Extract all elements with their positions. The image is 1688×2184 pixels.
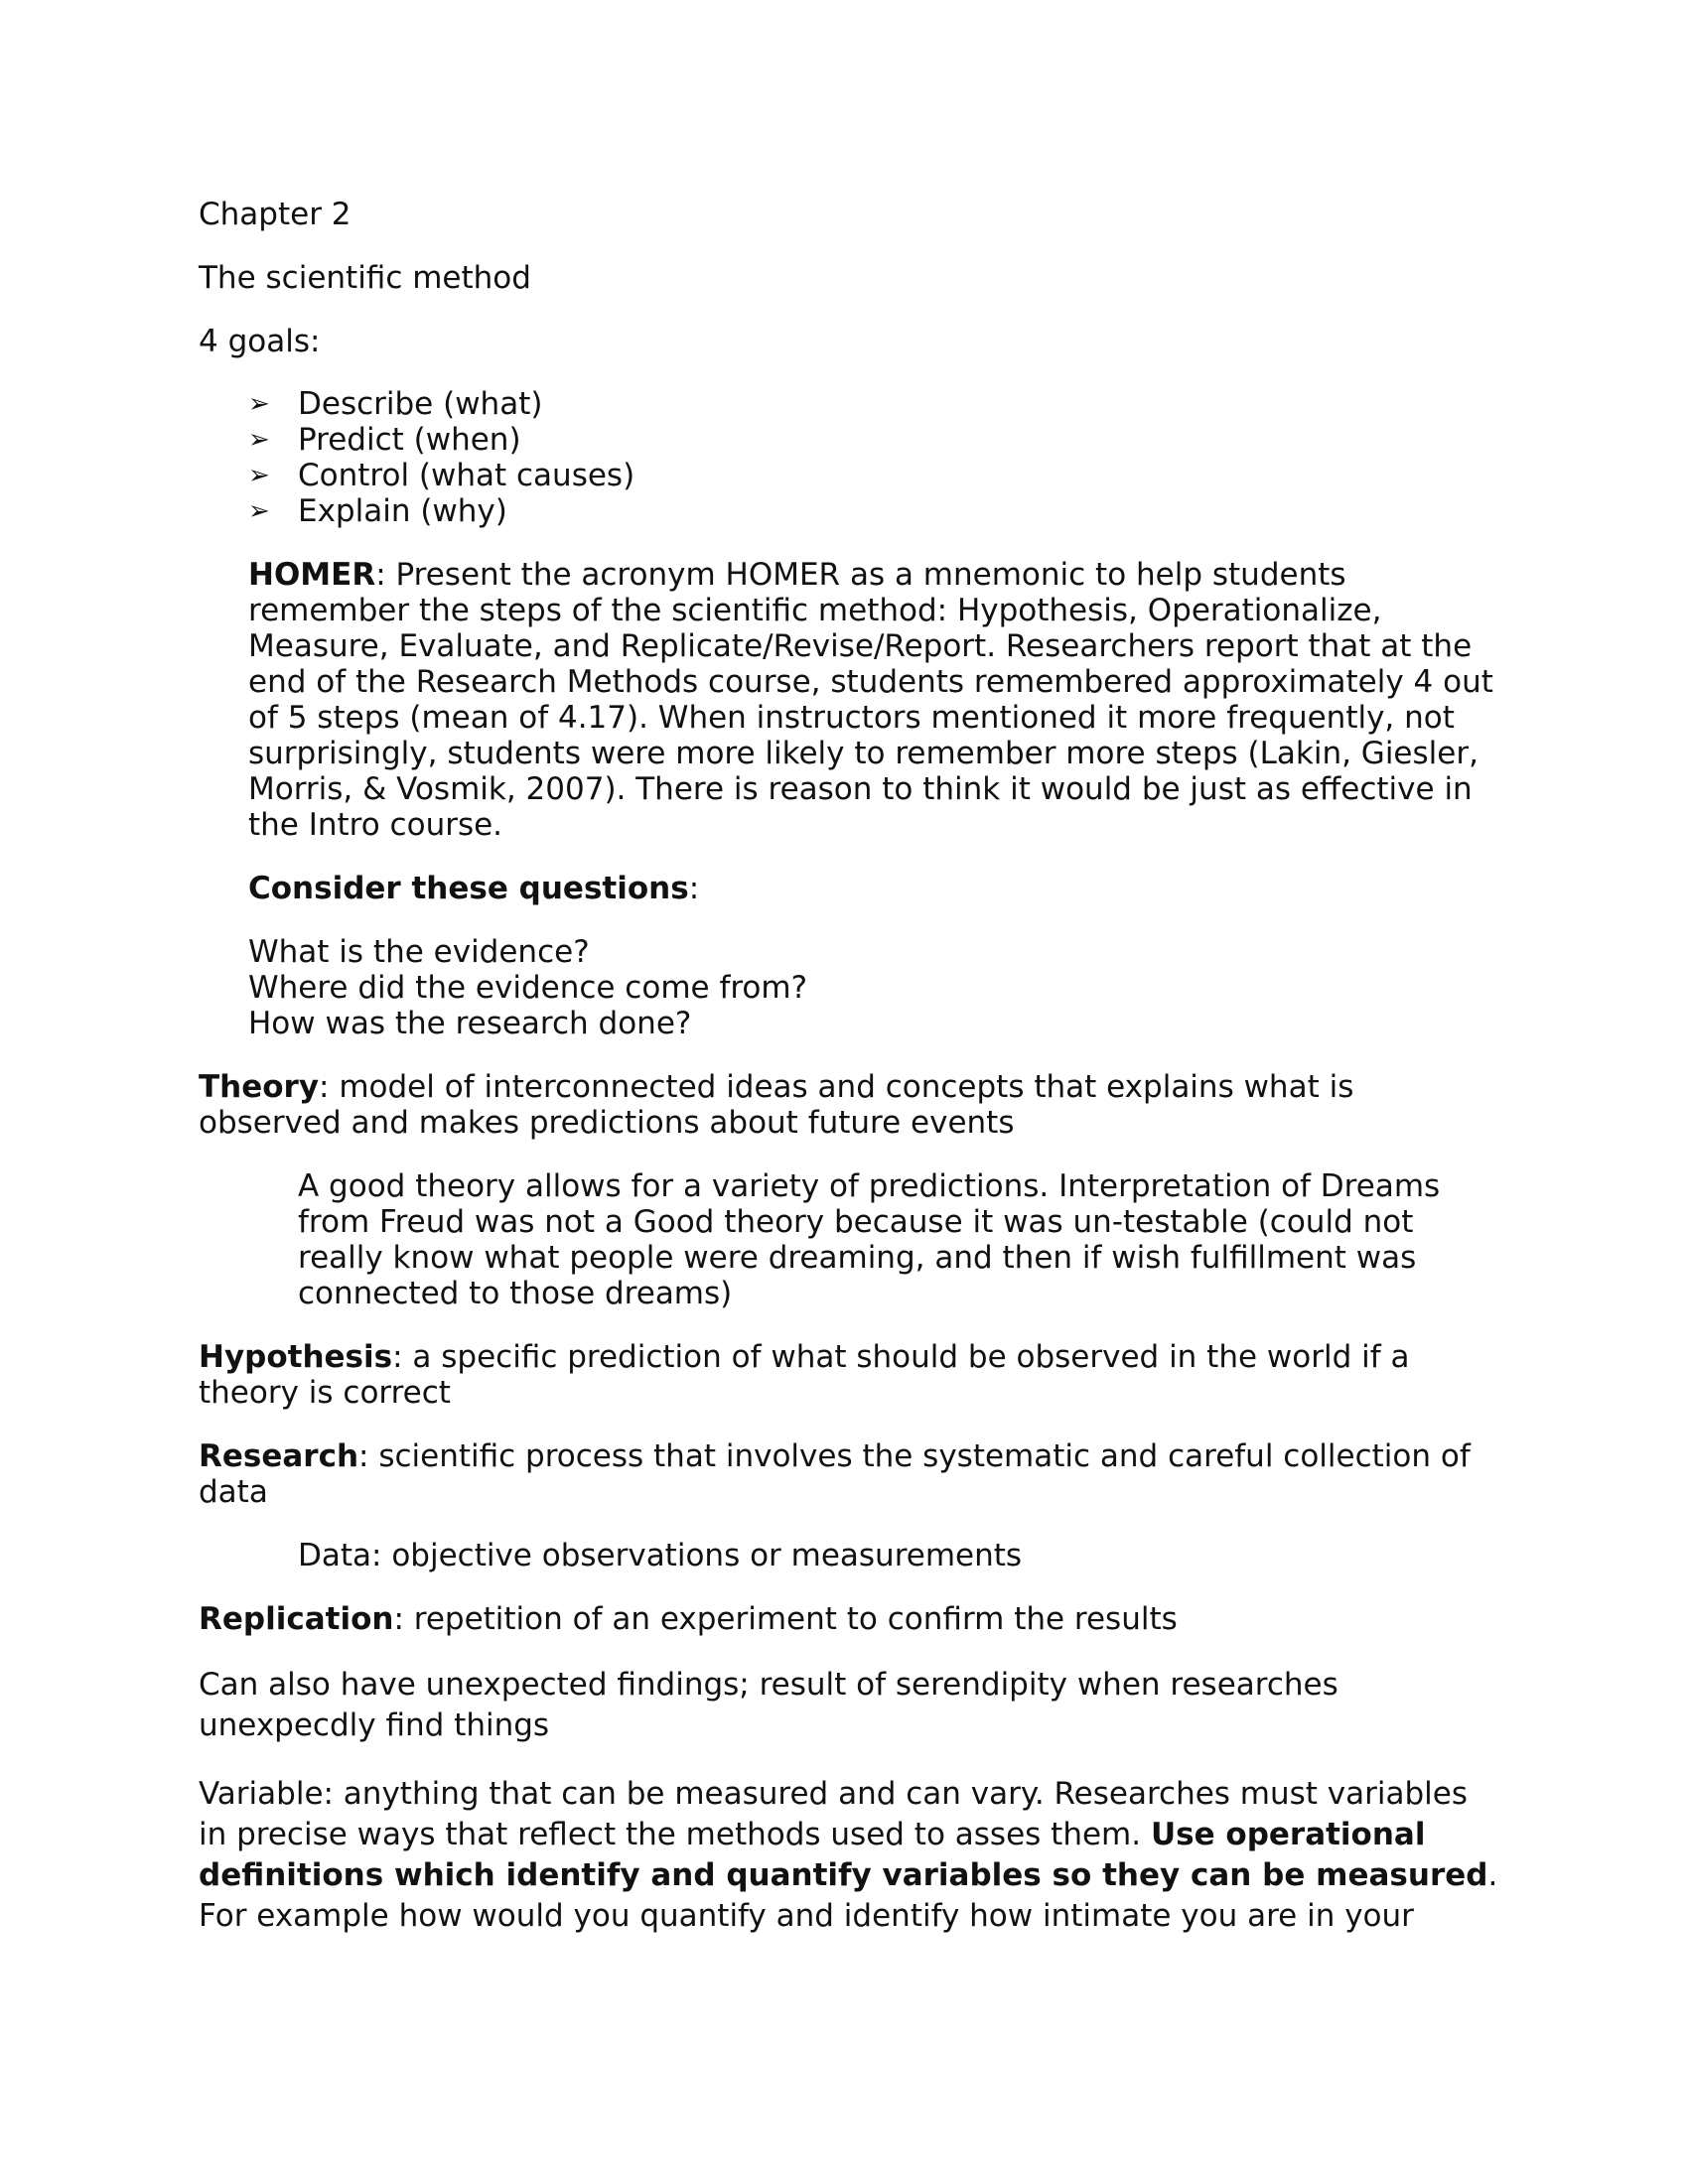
arrow-bullet-icon: ➢ xyxy=(248,461,270,490)
section-title: The scientific method xyxy=(199,260,531,296)
goal-text: Describe (what) xyxy=(298,386,543,422)
variable-definition xyxy=(199,1774,1499,1937)
goal-item xyxy=(248,422,1499,458)
goal-text: Control (what causes) xyxy=(298,458,635,493)
replication-text: : repetition of an experiment to confirm the results xyxy=(393,1601,1178,1637)
theory-definition xyxy=(199,1069,1499,1141)
goal-text: Predict (when) xyxy=(298,422,521,458)
homer-paragraph xyxy=(248,557,1499,843)
consider-heading xyxy=(248,871,1499,906)
goal-item xyxy=(248,386,1499,422)
hypothesis-definition xyxy=(199,1339,1499,1411)
chapter-heading: Chapter 2 xyxy=(199,197,352,232)
goals-list xyxy=(248,386,1499,529)
document-page xyxy=(199,197,1499,1937)
research-definition xyxy=(199,1438,1499,1510)
arrow-bullet-icon: ➢ xyxy=(248,389,270,419)
question-item: How was the research done? xyxy=(248,1006,692,1041)
question-item: Where did the evidence come from? xyxy=(248,970,808,1006)
theory-note: A good theory allows for a variety of predictions. Interpretation of Dreams from Freud was not a Good theory because it was un-testable (could not really know what people were dreaming, and then if wish fulfillment was connected to those dreams) xyxy=(298,1168,1441,1311)
homer-text: : Present the acronym HOMER as a mnemonic to help students remember the steps of the scientific method: Hypothesis, Operationalize, Measure, Evaluate, and Replicate/Revise/Report. Researchers report that at the end of the Research Methods course, students remembered approximately 4 out of 5 steps (mean of 4.17). When instructors mentioned it more frequently, not surprisingly, students were more likely to remember more steps (Lakin, Giesler, Morris, & Vosmik, 2007). There is reason to think it would be just as effective in the Intro course. xyxy=(248,557,1493,843)
goals-label: 4 goals: xyxy=(199,324,321,359)
variable-example: . For example how would you quantify and identify how intimate you are in your xyxy=(199,1857,1498,1934)
research-text: : scientific process that involves the systematic and careful collection of data xyxy=(199,1438,1471,1510)
consider-term: Consider these questions xyxy=(248,871,689,906)
unexpected-findings: Can also have unexpected findings; result of serendipity when researches unexpecdly find things xyxy=(199,1667,1338,1743)
goal-item xyxy=(248,458,1499,493)
consider-colon: : xyxy=(688,871,700,906)
arrow-bullet-icon: ➢ xyxy=(248,496,270,526)
theory-text: : model of interconnected ideas and concepts that explains what is observed and makes predictions about future events xyxy=(199,1069,1354,1141)
questions-list xyxy=(248,934,1499,1041)
variable-text: Variable: anything that can be measured and can vary. Researches must variables in precise ways that reflect the methods used to asses them. xyxy=(199,1776,1469,1852)
research-term: Research xyxy=(199,1438,359,1474)
question-item: What is the evidence? xyxy=(248,934,590,970)
arrow-bullet-icon: ➢ xyxy=(248,425,270,455)
operational-definition-emphasis: Use operational definitions which identify and quantify variables so they can be measured xyxy=(199,1817,1488,1893)
data-definition: Data: objective observations or measurements xyxy=(298,1538,1023,1573)
theory-term: Theory xyxy=(199,1069,320,1105)
hypothesis-text: : a specific prediction of what should be observed in the world if a theory is correct xyxy=(199,1339,1410,1411)
replication-term: Replication xyxy=(199,1601,394,1637)
hypothesis-term: Hypothesis xyxy=(199,1339,393,1375)
homer-term: HOMER xyxy=(248,557,376,593)
goal-item xyxy=(248,493,1499,529)
replication-definition xyxy=(199,1601,1499,1637)
goal-text: Explain (why) xyxy=(298,493,507,529)
